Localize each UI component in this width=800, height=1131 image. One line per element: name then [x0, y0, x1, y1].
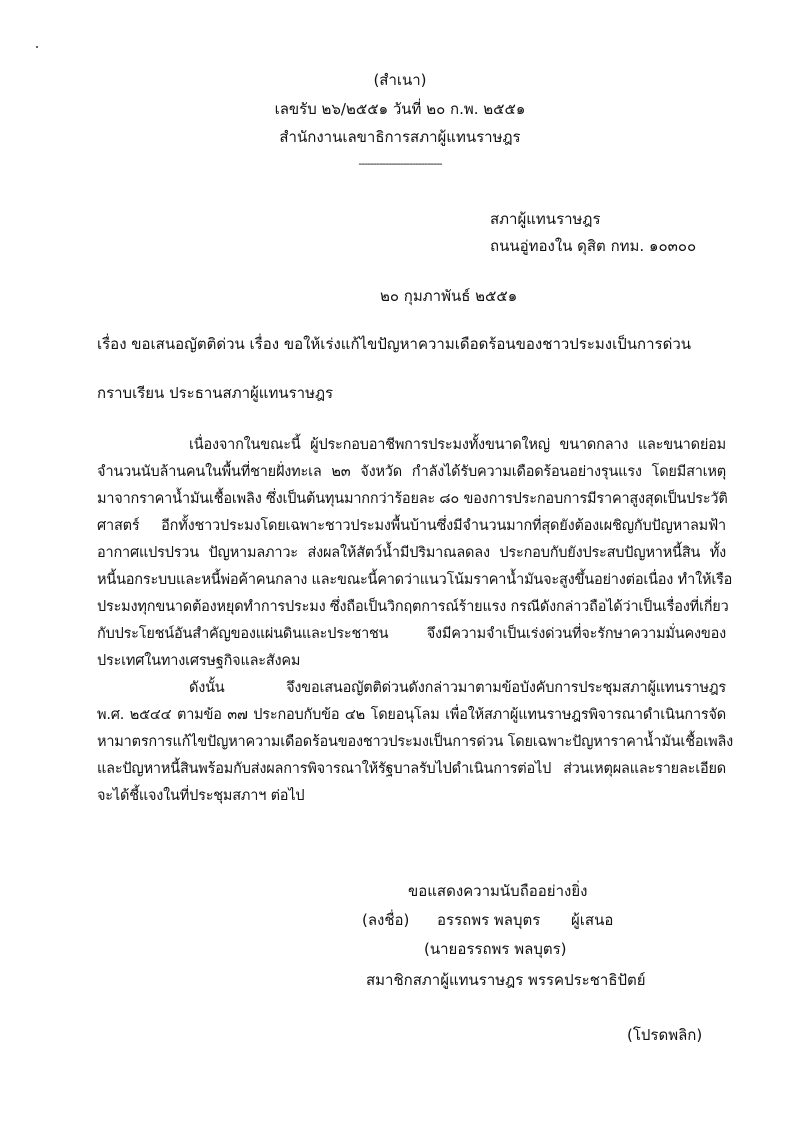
sign-label: (ลงชื่อ)	[362, 911, 410, 929]
body-paragraph-2-line: หามาตรการแก้ไขปัญหาความเดือดร้อนของชาวประมงเป็นการด่วน โดยเฉพาะปัญหาราคาน้ำมันเชื้อเพลิง	[97, 734, 734, 750]
body-paragraph-1-line: มาจากราคาน้ำมันเชื้อเพลิง ซึ่งเป็นต้นทุนมากกว่าร้อยละ ๘๐ ของการประกอบการมีราคาสูงสุดเป็นประวัติ	[97, 491, 728, 507]
receipt-number: เลขรับ ๒๖/๒๕๕๑ วันที่ ๒๐ ก.พ. ๒๕๕๑	[274, 100, 526, 118]
body-paragraph-2-line: ดังนั้น จึงขอเสนอญัตติด่วนดังกล่าวมาตามข้อบังคับการประชุมสภาผู้แทนราษฎร	[189, 680, 726, 696]
scan-speck	[36, 46, 38, 48]
body-paragraph-1-line: จำนวนนับล้านคนในพื้นที่ชายฝั่งทะเล ๒๓ จังหวัด กำลังได้รับความเดือดร้อนอย่างรุนแรง โดยมีสาเหตุ	[97, 464, 726, 480]
signer-role: ผู้เสนอ	[571, 911, 614, 929]
body-paragraph-1-line: ประมงทุกขนาดต้องหยุดทำการประมง ซึ่งถือเป็นวิกฤตการณ์ร้ายแรง กรณีดังกล่าวถือได้ว่าเป็นเรื่องที่เกี่ยว	[97, 599, 729, 615]
signer-position: สมาชิกสภาผู้แทนราษฎร พรรคประชาธิปัตย์	[366, 971, 646, 989]
body-paragraph-1-line: เนื่องจากในขณะนี้ ผู้ประกอบอาชีพการประมงทั้งขนาดใหญ่ ขนาดกลาง และขนาดย่อม	[189, 437, 726, 453]
signer-name: อรรถพร พลบุตร	[437, 911, 541, 929]
salutation: กราบเรียน ประธานสภาผู้แทนราษฎร	[97, 384, 334, 402]
body-paragraph-2-line: พ.ศ. ๒๕๔๔ ตามข้อ ๓๗ ประกอบกับข้อ ๔๒ โดยอนุโลม เพื่อให้สภาผู้แทนราษฎรพิจารณาดำเนินการจัด	[97, 707, 726, 723]
closing-phrase: ขอแสดงความนับถืออย่างยิ่ง	[408, 882, 588, 900]
header-divider: ----------------------------	[358, 157, 442, 170]
turn-over-note: (โปรดพลิก)	[627, 1026, 703, 1044]
body-paragraph-2-line: และปัญหาหนี้สินพร้อมกับส่งผลการพิจารณาให้รัฐบาลรับไปดำเนินการต่อไป ส่วนเหตุผลและรายละเอียด	[97, 761, 726, 777]
body-paragraph-1-line: อากาศแปรปรวน ปัญหามลภาวะ ส่งผลให้สัตว์น้ำมีปริมาณลดลง ประกอบกับยังประสบปัญหาหนี้สิน ทั้ง	[97, 545, 726, 561]
body-paragraph-2-line: จะได้ชี้แจงในที่ประชุมสภาฯ ต่อไป	[97, 788, 305, 804]
address-line-2: ถนนอู่ทองใน ดุสิต กทม. ๑๐๓๐๐	[490, 237, 697, 255]
copy-mark: (สำเนา)	[373, 71, 427, 89]
letter-subject: เรื่อง ขอเสนอญัตติด่วน เรื่อง ขอให้เร่งแก้ไขปัญหาความเดือดร้อนของชาวประมงเป็นการด่วน	[97, 335, 692, 353]
office-name: สำนักงานเลขาธิการสภาผู้แทนราษฎร	[279, 128, 521, 146]
body-paragraph-1-line: ศาสตร์ อีกทั้งชาวประมงโดยเฉพาะชาวประมงพื้นบ้านซึ่งมีจำนวนมากที่สุดยังต้องเผชิญกับปัญหาลมฟ้า	[97, 518, 726, 534]
printed-name: (นายอรรถพร พลบุตร)	[424, 940, 567, 958]
body-paragraph-1-line: หนี้นอกระบบและหนี้พ่อค้าคนกลาง และขณะนี้คาดว่าแนวโน้มราคาน้ำมันจะสูงขึ้นอย่างต่อเนื่อง ทำให้เรือ	[97, 572, 733, 588]
letter-date: ๒๐ กุมภาพันธ์ ๒๕๕๑	[380, 287, 518, 305]
body-paragraph-1-line: ประเทศในทางเศรษฐกิจและสังคม	[97, 653, 301, 669]
address-line-1: สภาผู้แทนราษฎร	[490, 210, 601, 228]
body-paragraph-1-line: กับประโยชน์อันสำคัญของแผ่นดินและประชาชน จึงมีความจำเป็นเร่งด่วนที่จะรักษาความมั่นคงของ	[97, 626, 726, 642]
